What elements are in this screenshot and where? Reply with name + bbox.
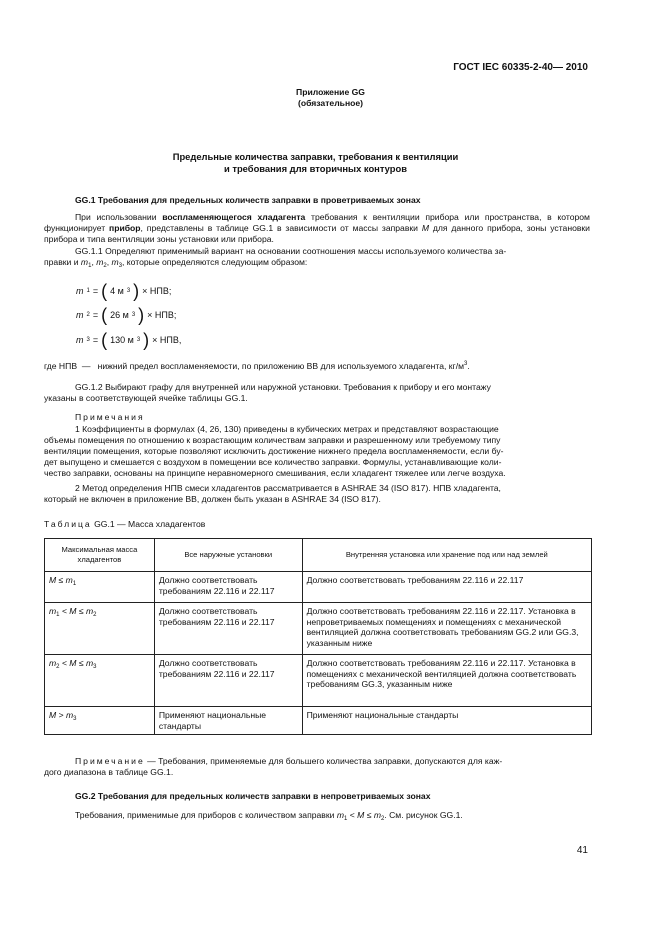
table-row	[45, 572, 592, 603]
refrigerant-mass-table	[44, 538, 592, 735]
table-row	[45, 603, 592, 655]
header-max-mass: Максимальная масса хладагентов	[45, 539, 155, 572]
indoor-cell: Должно соответствовать требованиям 22.116 и 22.117. Установка в помещениях с механической вентиляцией должна соответствовать требованиям GG.3, указанным ниже	[302, 655, 591, 707]
mass-range-cell: $m_2 < M \le m_3$	[45, 655, 155, 707]
page-number: 41	[576, 845, 588, 856]
outdoor-cell: Должно соответствовать требованиям 22.116 и 22.117	[154, 603, 302, 655]
gg1-2-paragraph: GG.1.2 Выбирают графу для внутренней или наружной установки. Требования к прибору и его монтажу указаны в соответствующей ячейке таблицы GG.1.	[44, 382, 491, 403]
gg2-paragraph: Требования, применимые для приборов с количеством заправки $m_1 < M \le m_2$. См. рисунок GG.1.	[75, 810, 463, 822]
gg1-1-paragraph: GG.1.1 Определяют применимый вариант на основании соотношения массы используемого количества за- правки и $m_1$, $m_2$, $m_3$, которые определяются следующим образом:	[44, 246, 507, 269]
table-row	[45, 707, 592, 735]
annex-status: (обязательное)	[297, 98, 364, 108]
indoor-cell: Должно соответствовать требованиям 22.116 и 22.117	[302, 572, 591, 603]
table-header-row	[45, 539, 592, 572]
mass-range-cell: $M > m_3$	[45, 707, 155, 735]
outdoor-cell: Должно соответствовать требованиям 22.116 и 22.117	[154, 655, 302, 707]
table-caption: Таблица GG.1 — Масса хладагентов	[44, 519, 206, 529]
standard-header: ГОСТ IEC 60335-2-40— 2010	[453, 62, 588, 73]
table-row	[45, 655, 592, 707]
formula-m3: m 3 = ( 130 м 3 ) × НПВ,	[76, 330, 182, 350]
annex-title: Приложение GG	[296, 87, 365, 97]
outdoor-cell: Должно соответствовать требованиям 22.116 и 22.117	[154, 572, 302, 603]
note-1: 1 Коэффициенты в формулах (4, 26, 130) приведены в кубических метрах и представляют возрастающие объемы помещения по отношению к возрастающим количествам заправки и разрешенному или требуемому типу вентиляции помещения, которые позволяют исключить достижение нижнего предела воспламеняемости, если бу- дет выпущено и смешается с воздухом в помещении все количество заправки. Формулы, устанавливающие коли- чество заправки, основаны на принципе неравномерного смешивания, если хладагент тяжелее или легче воздуха.	[44, 424, 506, 478]
gg2-heading: GG.2 Требования для предельных количеств заправки в непроветриваемых зонах	[75, 791, 431, 801]
table-note: Примечание — Требования, применяемые для большего количества заправки, допускаются для каж- дого диапазона в таблице GG.1.	[44, 756, 503, 777]
notes-heading: Примечания	[75, 412, 145, 422]
outdoor-cell: Применяют национальные стандарты	[154, 707, 302, 735]
gg1-paragraph-1: При использовании воспламеняющегося хладагента требования к вентиляции прибора или пространства, в котором функционирует прибор, представлены в таблице GG.1 в зависимости от массы заправки M для данного прибора, зоны установки прибора и типа вентиляции зоны установки или прибора.	[44, 212, 590, 244]
formula-m2: m 2 = ( 26 м 3 ) × НПВ;	[76, 305, 177, 325]
formula-m1: m 1 = ( 4 м 3 ) × НПВ;	[76, 281, 172, 301]
indoor-cell: Применяют национальные стандарты	[302, 707, 591, 735]
indoor-cell: Должно соответствовать требованиям 22.116 и 22.117. Установка в непроветриваемых помещениях и помещениях с механической вентиляцией должна соответствовать требованиям GG.2 или GG.3, указанным ниже	[302, 603, 591, 655]
main-title-line1: Предельные количества заправки, требования к вентиляции	[172, 151, 459, 162]
mass-range-cell: $m_1 < M \le m_2$	[45, 603, 155, 655]
gg1-heading: GG.1 Требования для предельных количеств заправки в проветриваемых зонах	[75, 195, 421, 205]
mass-range-cell: $M \le m_1$	[45, 572, 155, 603]
header-outdoor: Все наружные установки	[154, 539, 302, 572]
header-indoor: Внутренняя установка или хранение под или над землей	[302, 539, 591, 572]
main-title-line2: и требования для вторичных контуров	[224, 163, 407, 174]
note-2: 2 Метод определения НПВ смеси хладагентов рассматривается в ASHRAE 34 (ISO 817). НПВ хладагента, который не включен в приложение ВВ, должен быть указан в ASHRAE 34 (ISO 817).	[44, 483, 501, 504]
npv-definition: где НПВ — нижний предел воспламеняемости, по приложению ВВ для используемого хладагента, $кг/м^3$.	[44, 361, 470, 371]
